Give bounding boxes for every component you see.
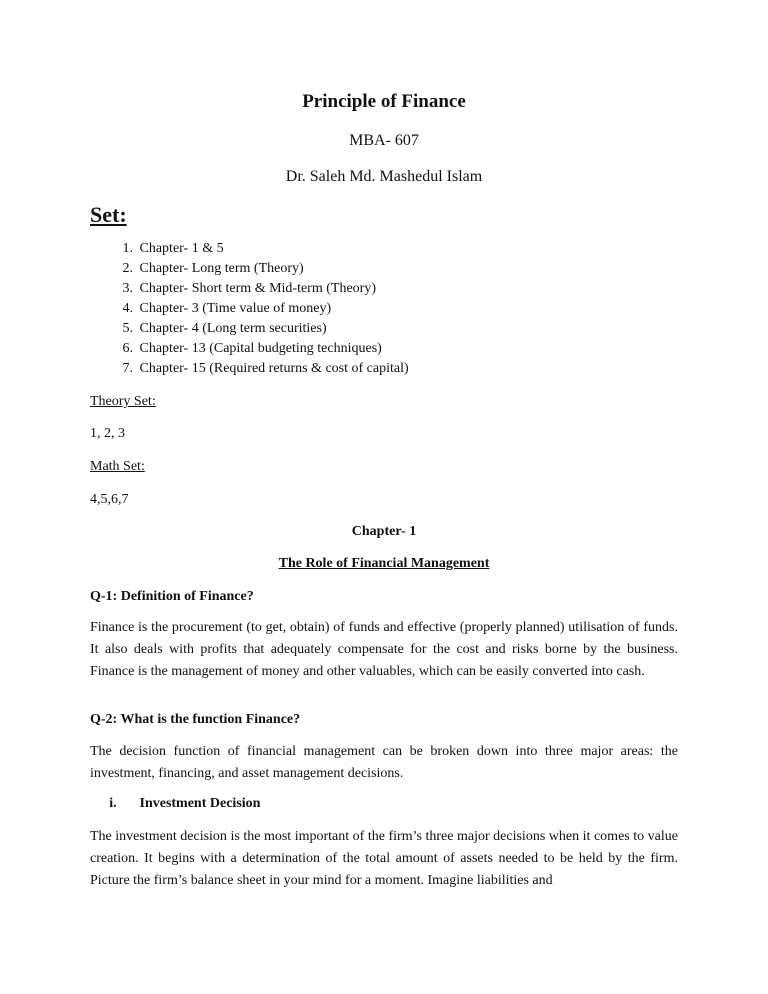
q2-body: The decision function of financial management can be broken down into three major areas: the investment, financing, and asset management decisions. (90, 744, 678, 781)
list-text: Chapter- 15 (Required returns & cost of capital) (139, 361, 409, 376)
list-item (90, 319, 409, 339)
math-set-value: 4,5,6,7 (90, 492, 129, 507)
list-text: Chapter- Short term & Mid-term (Theory) (139, 281, 376, 296)
set-list (90, 239, 409, 379)
investment-body: The investment decision is the most important of the firm’s three major decisions when it comes to value creation. It begins with a determination of the total amount of assets needed to be held by the firm. Picture the firm’s balance sheet in your mind for a moment. Imagine liabilities and (90, 829, 678, 888)
list-item (90, 359, 409, 379)
list-number: 4. (122, 301, 133, 316)
list-number: 5. (122, 321, 133, 336)
investment-decision-heading (90, 796, 260, 812)
theory-set-value: 1, 2, 3 (90, 426, 125, 441)
chapter-label: Chapter- 1 (351, 524, 417, 539)
list-text: Chapter- 13 (Capital budgeting techniques) (139, 341, 382, 356)
q1-heading: Q-1: Definition of Finance? (90, 589, 254, 604)
list-item (90, 299, 409, 319)
list-number: 6. (122, 341, 133, 356)
chapter-title: The Role of Financial Management (278, 556, 490, 571)
document-title: Principle of Finance (302, 91, 466, 112)
list-text: Chapter- 1 & 5 (139, 241, 224, 256)
set-heading: Set: (90, 202, 127, 227)
course-code: MBA- 607 (349, 132, 419, 149)
list-text: Chapter- 4 (Long term securities) (139, 321, 327, 336)
math-set-label: Math Set: (90, 459, 145, 474)
list-number: 7. (122, 361, 133, 376)
list-number: 1. (122, 241, 133, 256)
q2-heading: Q-2: What is the function Finance? (90, 712, 301, 727)
list-number: 2. (122, 261, 133, 276)
list-item (90, 259, 409, 279)
list-item (90, 339, 409, 359)
q1-body: Finance is the procurement (to get, obtain) of funds and effective (properly planned) utilisation of funds. It also deals with profits that adequately compensate for the cost and risks borne by the business. Finance is the management of money and other valuables, which can be easily converted into cash. (90, 620, 678, 679)
list-number: 3. (122, 281, 133, 296)
list-item (90, 279, 409, 299)
list-item (90, 239, 409, 259)
list-text: Chapter- 3 (Time value of money) (139, 301, 332, 316)
roman-numeral: i. (109, 796, 117, 811)
list-text: Chapter- Long term (Theory) (139, 261, 304, 276)
investment-heading-text: Investment Decision (139, 796, 261, 811)
author-name: Dr. Saleh Md. Mashedul Islam (285, 168, 483, 185)
theory-set-label: Theory Set: (90, 394, 156, 409)
